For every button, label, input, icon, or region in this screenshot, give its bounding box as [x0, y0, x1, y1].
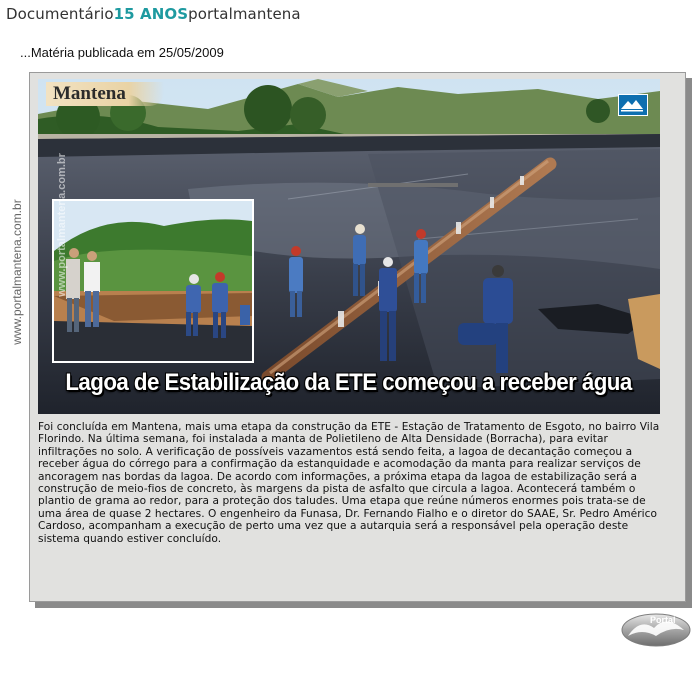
portal-logo-text: Portal — [650, 615, 676, 625]
mountain-icon — [619, 95, 645, 113]
photo-headline — [38, 369, 660, 409]
portal-logo[interactable] — [620, 608, 692, 650]
inset-photo — [52, 199, 254, 363]
article-body: Foi concluída em Mantena, mais uma etapa da construção da ETE - Estação de Tratamento de Esgoto, no bairro Vila Florindo. Na última semana, foi instalada a manta de Polietileno de Alta Densidade (Borracha), para evitar infiltrações no solo. A verificação de possíveis vazamentos está sendo feita, a lagoa de decantação começou a receber água do córrego para a confirmação da estanquidade e acomodação da manta para realizar serviços de ancoragem nas bordas da lagoa. De acordo com informações, a próxima etapa da lagoa de estabilização será a construção de meio-fios de concreto, às margens da pista de asfalto que circula a lagoa. Acontecerá também o plantio de grama ao redor, para a proteção dos taludes. Uma etapa que reúne números enormes pois trata-se de uma área de quase 2 hectares. O engenheiro da Funasa, Dr. Fernando Fialho e o diretor do SAAE, Sr. Pedro Américo Cardoso, acompanham a execução de perto uma vez que a autarquia será a responsável pela operação deste sistema quando estiver concluído. — [38, 421, 660, 545]
publication-date: ...Matéria publicada em 25/05/2009 — [20, 45, 224, 60]
municipal-logo-badge — [618, 94, 648, 116]
portal-logo-icon — [620, 608, 692, 650]
location-label: Mantena — [53, 83, 126, 104]
photo-watermark-text: www.portalmantena.com.br — [56, 153, 68, 297]
headline-text: Lagoa de Estabilização da ETE começou a receber água — [65, 369, 633, 396]
side-url-text: www.portalmantena.com.br — [10, 199, 24, 345]
header-prefix: Documentário — [6, 5, 114, 23]
side-url-label — [2, 180, 22, 370]
page-header — [6, 5, 301, 23]
header-suffix: portalmantena — [188, 5, 301, 23]
header-accent: 15 ANOS — [113, 5, 189, 23]
inset-scene — [54, 201, 252, 361]
article-photo — [38, 79, 660, 414]
article-frame — [29, 72, 686, 602]
location-tag — [46, 82, 164, 106]
photo-watermark — [52, 139, 72, 319]
